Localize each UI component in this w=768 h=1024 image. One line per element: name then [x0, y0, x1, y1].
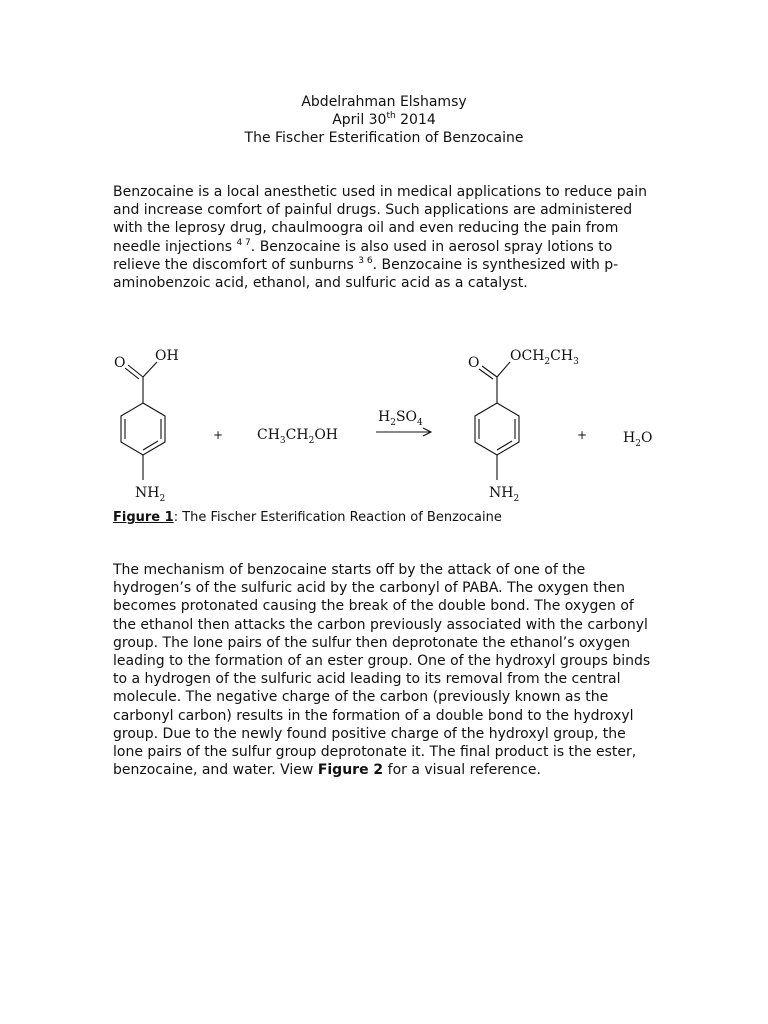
ethoxy-group-label: $OCH_2CH_3$ [510, 348, 579, 367]
reaction-scheme [108, 335, 668, 515]
document-date: April 30th 2014 [332, 111, 436, 128]
reaction-arrow [376, 428, 431, 436]
ethanol-formula: $CH_3CH_2OH$ [257, 427, 338, 446]
figure-2-reference: Figure 2 [317, 762, 384, 779]
intro-paragraph: Benzocaine is a local anesthetic used in medical applications to reduce pain and increase comfort of painful drugs. Such applications are administered with the leprosy drug, chaulmoogra oil and even reducing the pain from needle injections $^{4 7}$. Benzocaine is also used in aerosol spray lotions to relieve the discomfort of sunburns $^{3 6}$. Benzocaine is synthesized with p-aminobenzoic acid, ethanol, and sulfuric acid as a catalyst. [113, 184, 647, 292]
carbonyl-oxygen-label: O [114, 355, 126, 371]
mechanism-paragraph: The mechanism of benzocaine starts off by the attack of one of the hydrogen’s of the sulfuric acid by the carbonyl of PABA. The oxygen then becomes protonated causing the break of the double bond. The oxygen of the ethanol then attacks the carbon previously associated with the carbonyl group. The lone pairs of the sulfur then deprotonate the ethanol’s oxygen leading to the formation of an ester group. One of the hydroxyl groups binds to a hydrogen of the sulfuric acid leading to its removal from the central molecule. The negative charge of the carbon (previously known as the carbonyl carbon) results in the formation of a double bond to the hydroxyl group. Due to the newly found positive charge of the hydroxyl group, the lone pairs of the sulfur group deprotonate it. The final product is the ester, benzocaine, and water. View Figure 2 for a visual reference. [113, 562, 651, 779]
plus-sign: + [577, 428, 588, 442]
reactant-paba [121, 362, 165, 480]
catalyst-label: $H_2SO_4$ [378, 409, 423, 428]
figure-caption: Figure 1: The Fischer Esterification Reaction of Benzocaine [113, 510, 502, 525]
amine-label: $NH_2$ [135, 485, 166, 504]
reaction-figure [108, 335, 668, 515]
citation-ref: 4 7 [236, 237, 251, 248]
ester-carbonyl-oxygen-label: O [468, 355, 480, 371]
product-benzocaine [475, 362, 519, 480]
figure-label: Figure 1 [113, 510, 174, 525]
document-title: The Fischer Esterification of Benzocaine [244, 130, 524, 146]
hydroxyl-label: OH [155, 348, 179, 364]
citation-ref: 3 6 [358, 255, 373, 266]
author-name: Abdelrahman Elshamsy [301, 94, 467, 110]
product-amine-label: $NH_2$ [489, 485, 520, 504]
document-header [0, 93, 768, 147]
water-formula: $H_2O$ [623, 430, 653, 449]
plus-sign: + [213, 428, 224, 442]
